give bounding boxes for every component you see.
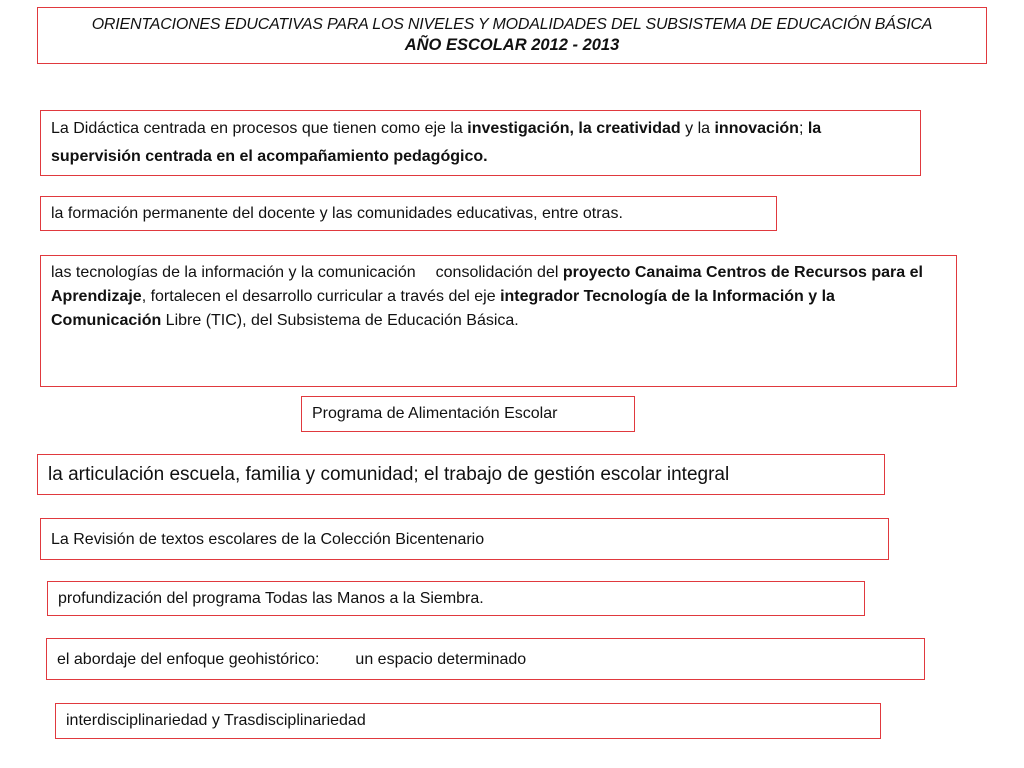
box-articulacion [37,454,885,495]
title-line-1: ORIENTACIONES EDUCATIVAS PARA LOS NIVELES Y MODALIDADES DEL SUBSISTEMA DE EDUCACIÓN BÁSICA [91,16,933,33]
box-profundizacion [47,581,865,616]
text-segment: un espacio determinado [355,651,527,668]
bold-segment: la supervisión centrada en el acompañamiento pedagógico. [51,120,822,165]
bold-segment: proyecto Canaima Centros de Recursos para el Aprendizaje [51,264,923,305]
box-revision [40,518,889,560]
box-alimentacion-text: Programa de Alimentación Escolar [312,405,558,422]
text-segment: Libre (TIC), del Subsistema de Educación Básica. [161,312,519,329]
box-tecnologias-text [41,256,956,337]
text-segment: y la [680,120,715,137]
box-alimentacion [301,396,635,432]
box-didactica-text [41,111,920,175]
box-tecnologias [40,255,957,387]
bold-segment: innovación [714,120,799,137]
box-formacion [40,196,777,231]
box-geohistorico-text [47,639,924,676]
bold-segment: integrador Tecnología de la Información y la Comunicación [51,288,835,329]
text-segment: , fortalecen el desarrollo curricular a través del eje [141,288,501,305]
box-revision-text: La Revisión de textos escolares de la Colección Bicentenario [51,531,485,548]
title-box [37,7,987,64]
text-segment: las tecnologías de la información y la comunicación [51,264,416,281]
title-line-2: AÑO ESCOLAR 2012 - 2013 [404,36,620,54]
box-didactica [40,110,921,176]
bold-segment: investigación, la creatividad [467,120,681,137]
text-segment: ; [798,120,808,137]
text-segment: consolidación del [435,264,563,281]
box-interdisciplinariedad-text: interdisciplinariedad y Trasdisciplinariedad [66,712,366,729]
box-geohistorico [46,638,925,680]
box-interdisciplinariedad [55,703,881,739]
box-profundizacion-text: profundización del programa Todas las Manos a la Siembra. [58,590,484,607]
box-articulacion-text: la articulación escuela, familia y comunidad; el trabajo de gestión escolar integral [48,464,730,485]
text-segment: el abordaje del enfoque geohistórico: [57,651,320,668]
box-formacion-text: la formación permanente del docente y las comunidades educativas, entre otras. [51,205,623,222]
text-segment: La Didáctica centrada en procesos que tienen como eje la [51,120,468,137]
